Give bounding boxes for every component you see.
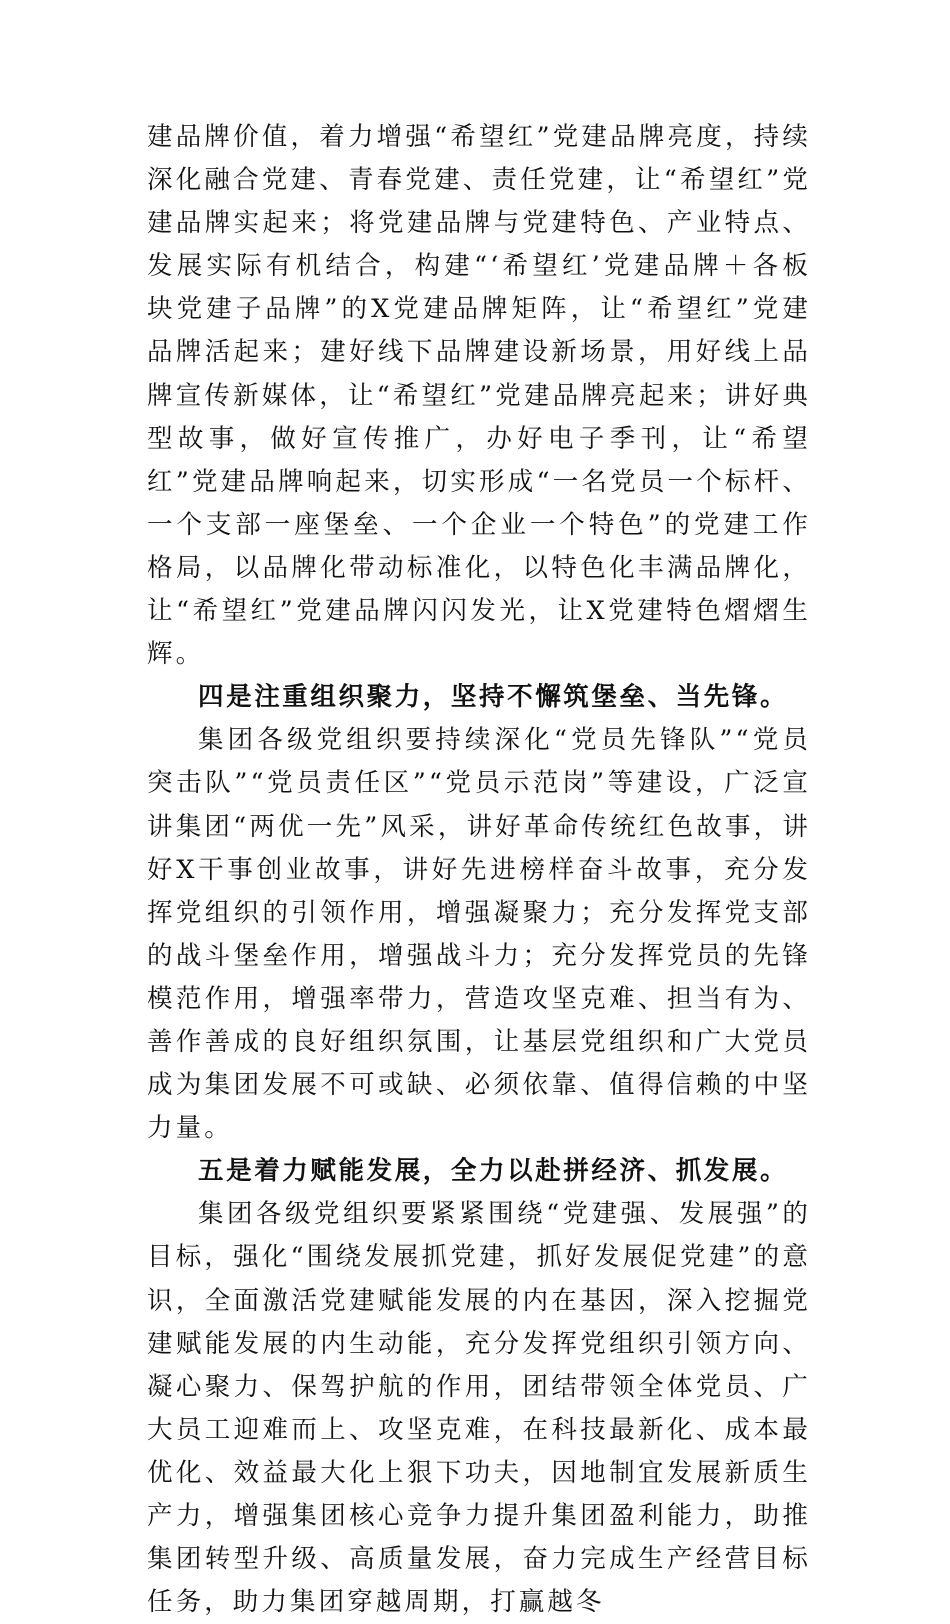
section-heading-5: 五是着力赋能发展，全力以赴拼经济、抓发展。 [198,1156,789,1187]
paragraph-organization: 集团各级党组织要持续深化“党员先锋队”“党员突击队”“党员责任区”“党员示范岗”等建设，广泛宣讲集团“两优一先”风采，讲好革命传统红色故事，讲好X干事创业故事，讲好先进榜样奋斗故事，充分发挥党组织的引领作用，增强凝聚力；充分发挥党支部的战斗堡垒作用，增强战斗力；充分发挥党员的先锋模范作用，增强率带力，营造攻坚克难、担当有为、善作善成的良好组织氛围，让基层党组织和广大党员成为集团发展不可或缺、必须依靠、值得信赖的中坚力量。 [147,725,811,1144]
paragraph-brand-continuation: 建品牌价值，着力增强“希望红”党建品牌亮度，持续深化融合党建、青春党建、责任党建，让“希望红”党建品牌实起来；将党建品牌与党建特色、产业特点、发展实际有机结合，构建“‘希望红’党建品牌＋各板块党建子品牌”的X党建品牌矩阵，让“希望红”党建品牌活起来；建好线下品牌建设新场景，用好线上品牌宣传新媒体，让“希望红”党建品牌亮起来；讲好典型故事，做好宣传推广，办好电子季刊，让“希望红”党建品牌响起来，切实形成“一名党员一个标杆、一个支部一座堡垒、一个企业一个特色”的党建工作格局，以品牌化带动标准化，以特色化丰满品牌化，让“希望红”党建品牌闪闪发光，让X党建特色熠熠生辉。 [147,122,811,670]
paragraph-development: 集团各级党组织要紧紧围绕“党建强、发展强”的目标，强化“围绕发展抓党建，抓好发展促党建”的意识，全面激活党建赋能发展的内在基因，深入挖掘党建赋能发展的内生动能，充分发挥党组织引领方向、凝心聚力、保驾护航的作用，团结带领全体党员、广大员工迎难而上、攻坚克难，在科技最新化、成本最优化、效益最大化上狠下功夫，因地制宜发展新质生产力，增强集团核心竞争力提升集团盈利能力，助推集团转型升级、高质量发展，奋力完成生产经营目标任务，助力集团穿越周期，打赢越冬 [147,1199,811,1618]
document-body [147,116,811,1624]
section-heading-4: 四是注重组织聚力，坚持不懈筑堡垒、当先锋。 [198,682,789,713]
